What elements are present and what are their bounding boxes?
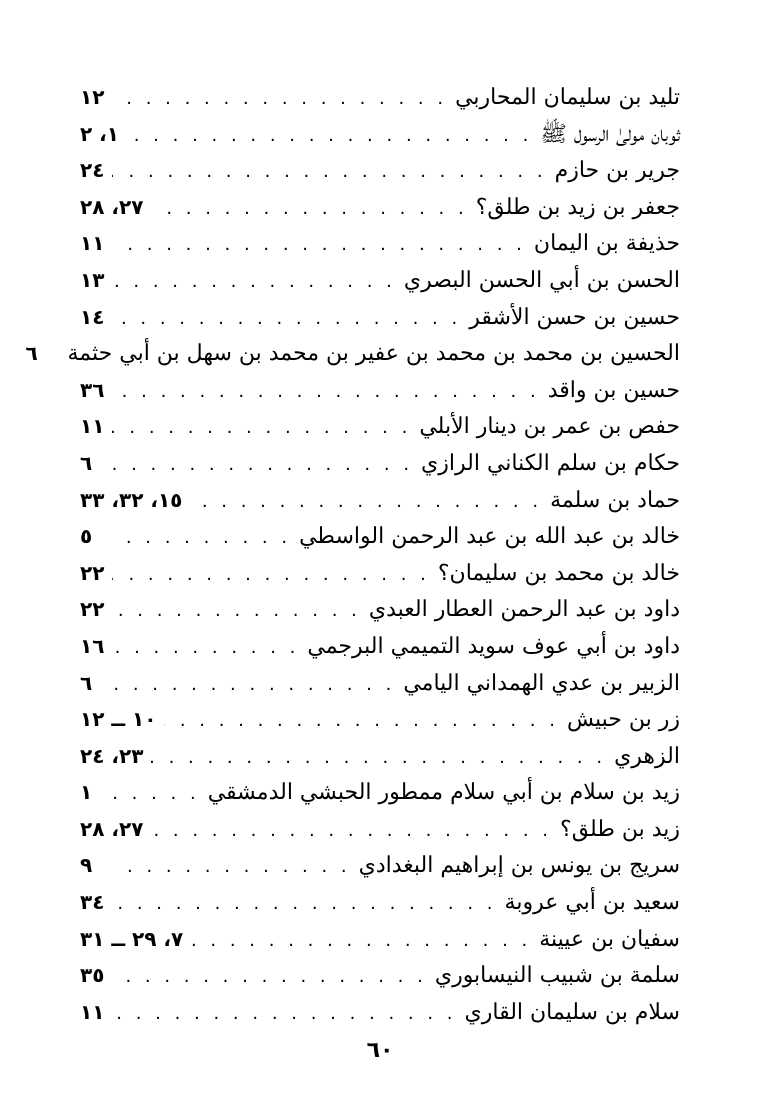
index-entry [80, 225, 680, 262]
index-entry [80, 372, 680, 409]
index-entry [80, 518, 680, 555]
entry-name: زر بن حبيش [566, 707, 680, 733]
entry-name: سريج بن يونس بن إبراهيم البغدادي [358, 853, 680, 879]
entry-pages: ٣٥ [80, 963, 105, 988]
entry-pages: ٢٧، ٢٨ [80, 194, 144, 219]
entry-name: ثوبان مولىٰ الرسول ﷺ [540, 121, 680, 147]
index-entry [80, 555, 680, 592]
entry-name: الحسين بن محمد بن محمد بن عفير بن محمد بن سهل بن أبي حثمة [67, 341, 680, 367]
entry-pages: ٥ [80, 524, 93, 549]
dot-leader [112, 227, 525, 263]
entry-pages: ٦ [80, 450, 93, 475]
dot-leader [112, 776, 200, 812]
entry-name: خالد بن محمد بن سليمان؟ [437, 560, 680, 586]
index-entry [80, 152, 680, 189]
entry-name: سفيان بن عيينة [539, 926, 680, 952]
entry-name: سعيد بن أبي عروبة [504, 890, 680, 916]
entry-name: الزبير بن عدي الهمداني اليامي [403, 670, 680, 696]
entry-pages: ١١ [80, 414, 105, 439]
index-entry [80, 262, 680, 299]
dot-leader [112, 557, 429, 593]
entry-pages: ١٤ [80, 304, 105, 329]
dot-leader [164, 703, 559, 739]
entry-name: زيد بن سلام بن أبي سلام ممطور الحبشي الدمشقي [207, 780, 680, 806]
index-entry [80, 774, 680, 811]
entry-pages: ١ [80, 780, 93, 805]
dot-leader [112, 264, 395, 300]
index-entry [80, 299, 680, 336]
entry-pages: ١٦ [80, 633, 105, 658]
entry-pages: ١٣ [80, 267, 105, 292]
dot-leader [112, 959, 426, 995]
index-entry [80, 957, 680, 994]
entry-pages: ٩ [80, 853, 93, 878]
entry-pages: ٧، ٢٩ ــ ٣١ [80, 926, 184, 951]
dot-leader [151, 813, 552, 849]
index-entry [25, 335, 680, 372]
entry-name: حذيفة بن اليمان [533, 231, 680, 257]
dot-leader [112, 886, 496, 922]
entry-pages: ٣٦ [80, 377, 105, 402]
dot-leader [151, 740, 606, 776]
entry-name: حماد بن سلمة [550, 487, 680, 513]
entry-pages: ١١ [80, 231, 105, 256]
entry-name: جرير بن حازم [554, 158, 680, 184]
entry-name: حسين بن حسن الأشقر [469, 304, 680, 330]
index-list [25, 79, 680, 1030]
dot-leader [112, 374, 539, 410]
entry-name: سلمة بن شبيب النيسابوري [434, 963, 680, 989]
entry-name: زيد بن طلق؟ [560, 816, 680, 842]
entry-pages: ٦ [25, 341, 38, 366]
index-entry [80, 701, 680, 738]
index-entry [80, 408, 680, 445]
page-number: ٦٠ [366, 1038, 394, 1063]
entry-name: الحسن بن أبي الحسن البصري [403, 267, 680, 293]
entry-name: حسين بن واقد [547, 377, 680, 403]
index-entry [80, 665, 680, 702]
entry-name: جعفر بن زيد بن طلق؟ [475, 194, 680, 220]
dot-leader [112, 154, 546, 190]
entry-name: خالد بن عبد الله بن عبد الرحمن الواسطي [299, 524, 680, 550]
dot-leader [112, 667, 395, 703]
index-entry [80, 189, 680, 226]
index-entry [80, 738, 680, 775]
entry-pages: ١٠ ــ ١٢ [80, 707, 157, 732]
entry-pages: ٢٤ [80, 158, 105, 183]
dot-leader [190, 484, 542, 520]
entry-name: الزهري [614, 743, 680, 769]
dot-leader [112, 81, 447, 117]
index-entry [80, 591, 680, 628]
index-entry [80, 445, 680, 482]
dot-leader [112, 520, 291, 556]
entry-name: تليد بن سليمان المحاربي [455, 85, 680, 110]
dot-leader [112, 301, 461, 337]
index-entry [80, 884, 680, 921]
dot-leader [112, 996, 456, 1032]
dot-leader [151, 191, 467, 227]
dot-leader [112, 593, 360, 629]
entry-name: حكام بن سلم الكناني الرازي [421, 450, 680, 476]
entry-name: داود بن أبي عوف سويد التميمي البرجمي [307, 633, 680, 659]
entry-pages: ١، ٢ [80, 121, 119, 146]
index-entry [80, 116, 680, 153]
entry-pages: ٢٣، ٢٤ [80, 743, 144, 768]
entry-pages: ٢٢ [80, 597, 105, 622]
entry-pages: ٦ [80, 670, 93, 695]
entry-pages: ٣٤ [80, 890, 105, 915]
entry-pages: ١٥، ٣٢، ٣٣ [80, 487, 183, 512]
index-entry [80, 847, 680, 884]
index-entry [80, 79, 680, 116]
entry-name: سلام بن سليمان القاري [464, 999, 680, 1025]
index-entry [80, 994, 680, 1031]
index-entry [80, 482, 680, 519]
entry-pages: ١١ [80, 999, 105, 1024]
index-entry [80, 921, 680, 958]
entry-pages: ٢٧، ٢٨ [80, 816, 144, 841]
dot-leader [112, 410, 411, 446]
entry-pages: ٢٢ [80, 560, 105, 585]
dot-leader [127, 118, 532, 154]
entry-name: داود بن عبد الرحمن العطار العبدي [368, 597, 680, 623]
index-entry [80, 811, 680, 848]
dot-leader [112, 849, 351, 885]
entry-pages: ١٢ [80, 85, 105, 109]
dot-leader [112, 447, 413, 483]
index-entry [80, 628, 680, 665]
entry-name: حفص بن عمر بن دينار الأبلي [419, 414, 680, 440]
dot-leader [191, 923, 531, 959]
dot-leader [112, 630, 299, 666]
